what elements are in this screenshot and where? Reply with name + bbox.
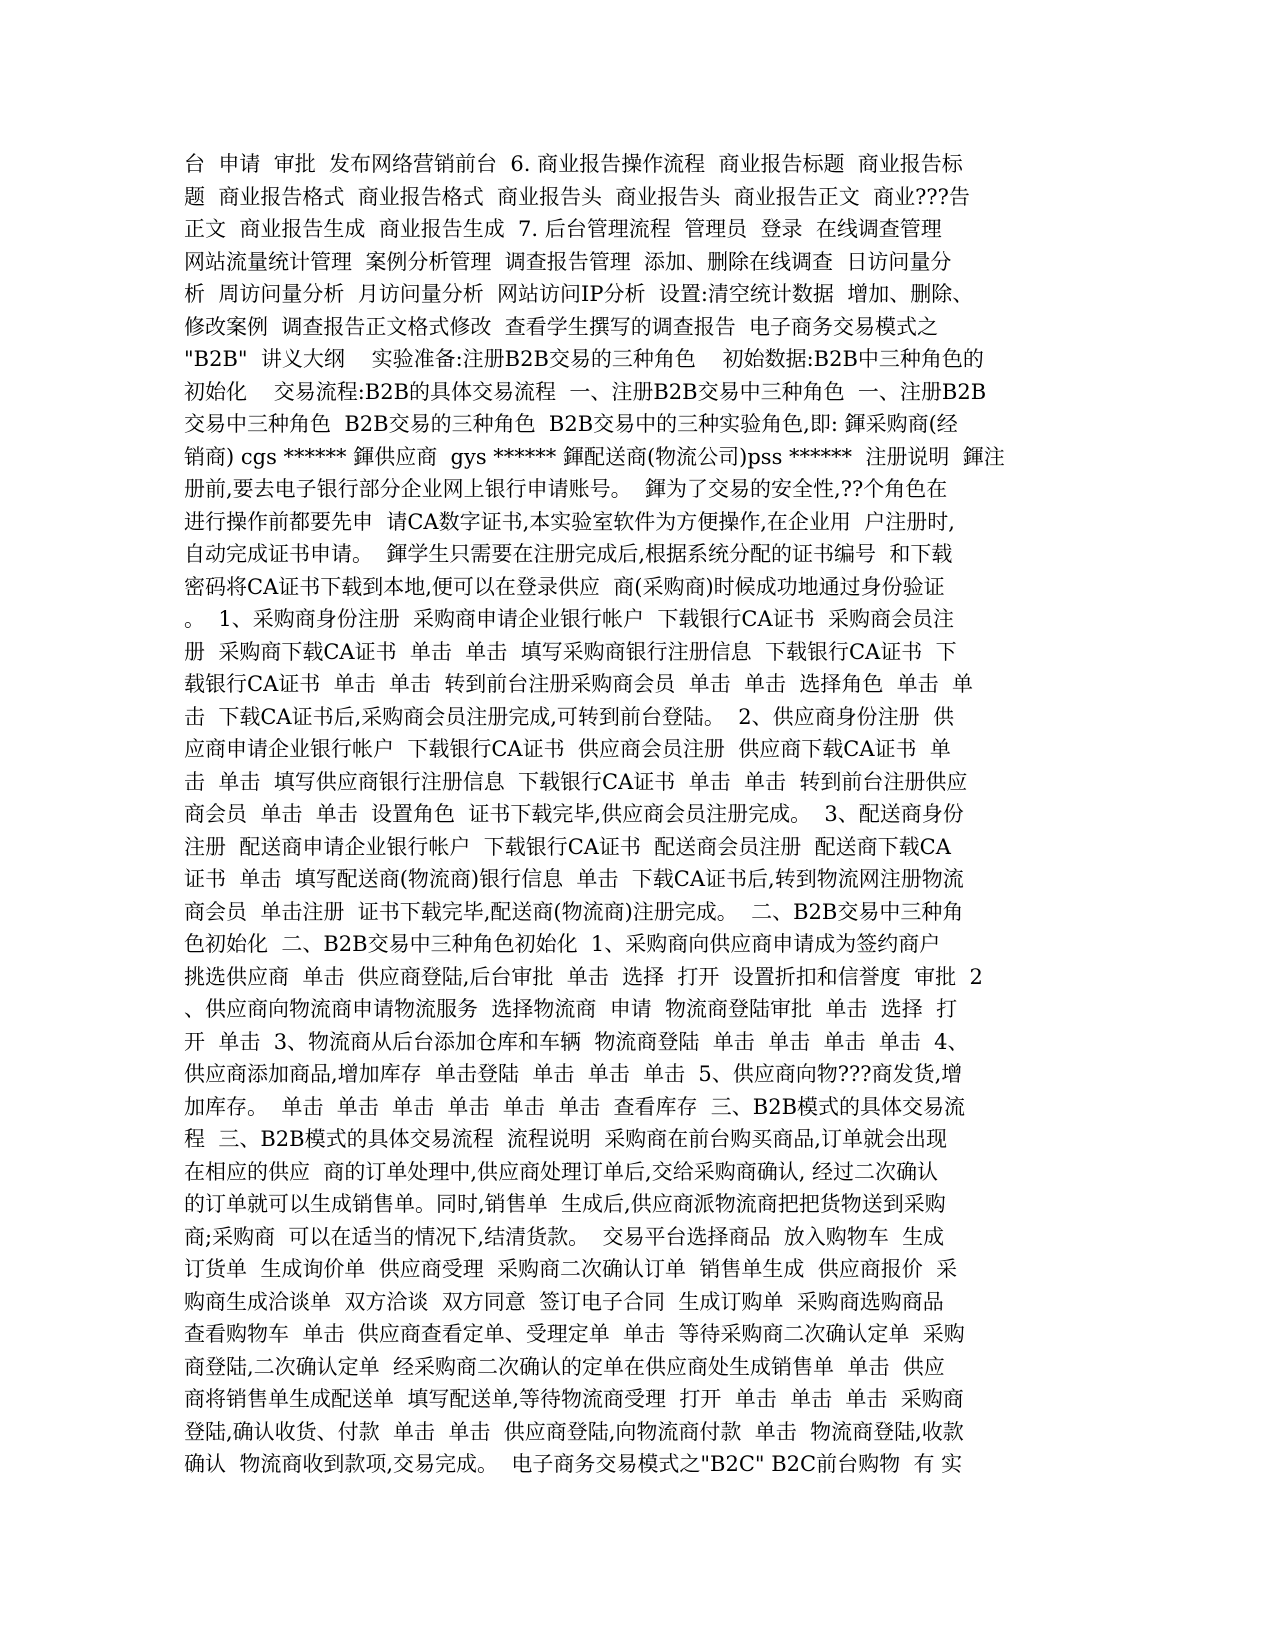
text-line: 确认 物流商收到款项,交易完成。 电子商务交易模式之"B2C" B2C前台购物 有 实 xyxy=(184,1452,963,1476)
text-line: 订货单 生成询价单 供应商受理 采购商二次确认订单 销售单生成 供应商报价 采 xyxy=(184,1257,958,1281)
document-body xyxy=(184,148,1084,1481)
text-line: 在相应的供应 商的订单处理中,供应商处理订单后,交给采购商确认, 经过二次确认 xyxy=(184,1159,939,1184)
text-line: 商登陆,二次确认定单 经采购商二次确认的定单在供应商处生成销售单 单击 供应 xyxy=(184,1354,945,1379)
text-line: 加库存。 单击 单击 单击 单击 单击 单击 查看库存 三、B2B模式的具体交易流 xyxy=(184,1094,966,1119)
text-line: 载银行CA证书 单击 单击 转到前台注册采购商会员 单击 单击 选择角色 单击 单 xyxy=(184,672,974,696)
text-line: 交易中三种角色 B2B交易的三种角色 B2B交易中的三种实验角色,即: 鍕采购商(经 xyxy=(184,412,958,436)
text-line: 初始化 交易流程:B2B的具体交易流程 一、注册B2B交易中三种角色 一、注册B2B xyxy=(184,379,987,404)
text-line: 击 单击 填写供应商银行注册信息 下载银行CA证书 单击 单击 转到前台注册供应 xyxy=(184,769,968,794)
text-line: "B2B" 讲义大纲 实验准备:注册B2B交易的三种角色 初始数据:B2B中三种角色的 xyxy=(184,347,984,371)
text-line: 自动完成证书申请。 鍕学生只需要在注册完成后,根据系统分配的证书编号 和下载 xyxy=(184,542,953,566)
text-line: 应商申请企业银行帐户 下载银行CA证书 供应商会员注册 供应商下载CA证书 单 xyxy=(184,737,951,761)
text-line: 析 周访问量分析 月访问量分析 网站访问IP分析 设置:清空统计数据 增加、删除、 xyxy=(184,282,974,306)
text-line: 开 单击 3、物流商从后台添加仓库和车辆 物流商登陆 单击 单击 单击 单击 4、 xyxy=(184,1029,969,1054)
text-line: 册 采购商下载CA证书 单击 单击 填写采购商银行注册信息 下载银行CA证书 下 xyxy=(184,639,957,664)
text-line: 、供应商向物流商申请物流服务 选择物流商 申请 物流商登陆审批 单击 选择 打 xyxy=(184,997,958,1021)
text-line: 修改案例 调查报告正文格式修改 查看学生撰写的调查报告 电子商务交易模式之 xyxy=(184,314,939,339)
text-line: 。 1、采购商身份注册 采购商申请企业银行帐户 下载银行CA证书 采购商会员注 xyxy=(184,607,954,631)
text-line: 题 商业报告格式 商业报告格式 商业报告头 商业报告头 商业报告正文 商业???告 xyxy=(184,184,970,209)
text-line: 供应商添加商品,增加库存 单击登陆 单击 单击 单击 5、供应商向物???商发货,增 xyxy=(184,1062,963,1086)
text-line: 正文 商业报告生成 商业报告生成 7. 后台管理流程 管理员 登录 在线调查管理 xyxy=(184,217,942,241)
text-line: 查看购物车 单击 供应商查看定单、受理定单 单击 等待采购商二次确认定单 采购 xyxy=(184,1322,965,1346)
text-line: 销商) cgs ****** 鍕供应商 gys ****** 鍕配送商(物流公司)pss ****** 注册说明 鍕注 xyxy=(184,444,1005,469)
text-line: 购商生成洽谈单 双方洽谈 双方同意 签订电子合同 生成订购单 采购商选购商品 xyxy=(184,1289,944,1314)
text-line: 网站流量统计管理 案例分析管理 调查报告管理 添加、删除在线调查 日访问量分 xyxy=(184,249,952,274)
text-line: 册前,要去电子银行部分企业网上银行申请账号。 鍕为了交易的安全性,??个角色在 xyxy=(184,477,948,501)
text-line: 色初始化 二、B2B交易中三种角色初始化 1、采购商向供应商申请成为签约商户 xyxy=(184,932,941,956)
text-line: 商会员 单击注册 证书下载完毕,配送商(物流商)注册完成。 二、B2B交易中三种角 xyxy=(184,899,964,924)
text-line: 商将销售单生成配送单 填写配送单,等待物流商受理 打开 单击 单击 单击 采购商 xyxy=(184,1387,964,1411)
text-line: 登陆,确认收货、付款 单击 单击 供应商登陆,向物流商付款 单击 物流商登陆,收款 xyxy=(184,1419,964,1444)
text-line: 证书 单击 填写配送商(物流商)银行信息 单击 下载CA证书后,转到物流网注册物流 xyxy=(184,867,964,891)
text-line: 商会员 单击 单击 设置角色 证书下载完毕,供应商会员注册完成。 3、配送商身份 xyxy=(184,802,964,826)
text-line: 击 下载CA证书后,采购商会员注册完成,可转到前台登陆。 2、供应商身份注册 供 xyxy=(184,704,954,729)
text-line: 程 三、B2B模式的具体交易流程 流程说明 采购商在前台购买商品,订单就会出现 xyxy=(184,1127,947,1151)
text-line: 密码将CA证书下载到本地,便可以在登录供应 商(采购商)时候成功地通过身份验证 xyxy=(184,574,945,599)
text-line: 挑选供应商 单击 供应商登陆,后台审批 单击 选择 打开 设置折扣和信誉度 审批 2 xyxy=(184,964,983,989)
text-line: 进行操作前都要先申 请CA数字证书,本实验室软件为方便操作,在企业用 户注册时, xyxy=(184,509,955,534)
text-line: 的订单就可以生成销售单。同时,销售单 生成后,供应商派物流商把把货物送到采购 xyxy=(184,1192,946,1216)
text-line: 台 申请 审批 发布网络营销前台 6. 商业报告操作流程 商业报告标题 商业报告标 xyxy=(184,152,963,176)
text-line: 注册 配送商申请企业银行帐户 下载银行CA证书 配送商会员注册 配送商下载CA xyxy=(184,834,951,859)
text-line: 商;采购商 可以在适当的情况下,结清货款。 交易平台选择商品 放入购物车 生成 xyxy=(184,1224,945,1249)
